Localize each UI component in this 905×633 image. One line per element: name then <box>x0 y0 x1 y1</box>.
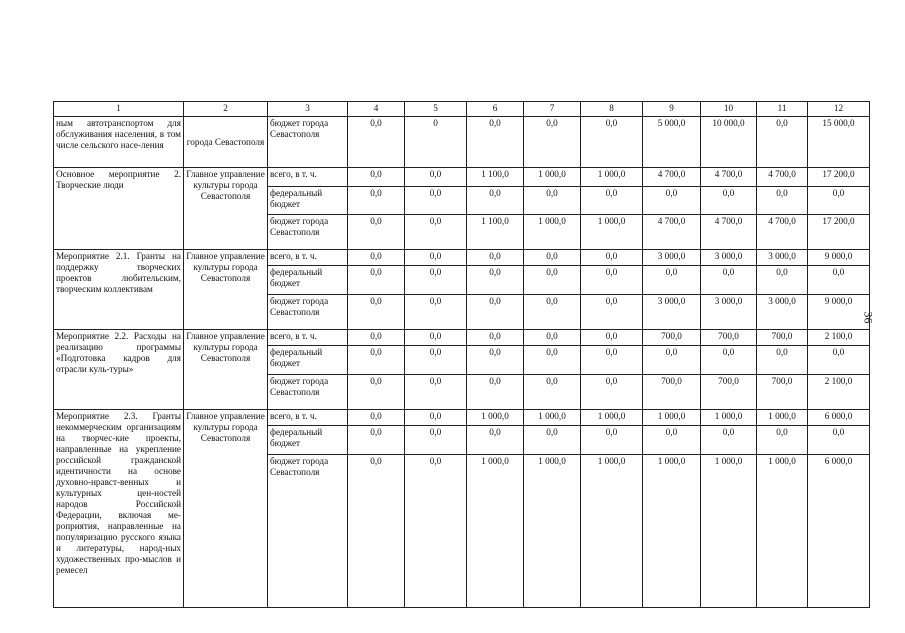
funding-source: федеральный бюджет <box>268 346 348 375</box>
value-cell: 0,0 <box>348 250 405 266</box>
executor: Главное управление культуры города Севастополя <box>184 410 268 608</box>
value-cell: 0,0 <box>467 117 524 168</box>
value-cell: 0,0 <box>467 346 524 375</box>
value-cell: 1 000,0 <box>467 455 524 608</box>
value-cell: 0,0 <box>467 375 524 410</box>
value-cell: 1 000,0 <box>524 455 581 608</box>
value-cell: 0,0 <box>701 187 757 215</box>
event-name: Мероприятие 2.1. Гранты на поддержку творческих проектов любительским, творческим коллективам <box>54 250 184 330</box>
value-cell: 0,0 <box>405 346 467 375</box>
value-cell: 2 100,0 <box>808 330 870 346</box>
value-cell: 1 100,0 <box>467 168 524 187</box>
value-cell: 700,0 <box>643 330 701 346</box>
value-cell: 0,0 <box>405 426 467 455</box>
value-cell: 0,0 <box>581 346 643 375</box>
column-header: 11 <box>757 102 808 117</box>
value-cell: 17 200,0 <box>808 168 870 187</box>
event-name: Основное мероприятие 2. Творческие люди <box>54 168 184 250</box>
value-cell: 10 000,0 <box>701 117 757 168</box>
value-cell: 4 700,0 <box>757 215 808 250</box>
value-cell: 0,0 <box>348 375 405 410</box>
column-header: 9 <box>643 102 701 117</box>
value-cell: 0,0 <box>581 187 643 215</box>
value-cell: 9 000,0 <box>808 250 870 266</box>
value-cell: 0,0 <box>643 426 701 455</box>
value-cell: 0,0 <box>467 187 524 215</box>
value-cell: 1 000,0 <box>701 410 757 426</box>
value-cell: 0 <box>405 117 467 168</box>
budget-table <box>53 101 870 608</box>
executor: Главное управление культуры города Севастополя <box>184 168 268 250</box>
value-cell: 0,0 <box>405 295 467 330</box>
value-cell: 0,0 <box>581 266 643 295</box>
funding-source: бюджет города Севастополя <box>268 455 348 608</box>
value-cell: 0,0 <box>348 410 405 426</box>
value-cell: 0,0 <box>348 117 405 168</box>
column-header: 6 <box>467 102 524 117</box>
value-cell: 1 000,0 <box>581 168 643 187</box>
value-cell: 1 000,0 <box>467 410 524 426</box>
value-cell: 0,0 <box>581 375 643 410</box>
value-cell: 0,0 <box>348 168 405 187</box>
value-cell: 0,0 <box>581 250 643 266</box>
value-cell: 15 000,0 <box>808 117 870 168</box>
table-row <box>54 250 870 266</box>
value-cell: 0,0 <box>808 426 870 455</box>
value-cell: 0,0 <box>581 426 643 455</box>
value-cell: 4 700,0 <box>643 215 701 250</box>
value-cell: 0,0 <box>581 295 643 330</box>
value-cell: 0,0 <box>467 266 524 295</box>
value-cell: 700,0 <box>701 375 757 410</box>
value-cell: 0,0 <box>701 346 757 375</box>
value-cell: 0,0 <box>808 187 870 215</box>
funding-source: бюджет города Севастополя <box>268 117 348 168</box>
value-cell: 6 000,0 <box>808 455 870 608</box>
funding-source: бюджет города Севастополя <box>268 295 348 330</box>
value-cell: 0,0 <box>405 455 467 608</box>
value-cell: 0,0 <box>405 330 467 346</box>
value-cell: 3 000,0 <box>643 250 701 266</box>
value-cell: 0,0 <box>581 117 643 168</box>
value-cell: 3 000,0 <box>701 295 757 330</box>
value-cell: 0,0 <box>643 187 701 215</box>
column-header: 12 <box>808 102 870 117</box>
value-cell: 0,0 <box>524 117 581 168</box>
value-cell: 1 000,0 <box>643 455 701 608</box>
funding-source: бюджет города Севастополя <box>268 375 348 410</box>
value-cell: 0,0 <box>524 375 581 410</box>
value-cell: 0,0 <box>524 426 581 455</box>
value-cell: 700,0 <box>701 330 757 346</box>
value-cell: 3 000,0 <box>757 295 808 330</box>
funding-source: федеральный бюджет <box>268 187 348 215</box>
executor: Главное управление культуры города Севастополя <box>184 330 268 410</box>
funding-source: всего, в т. ч. <box>268 250 348 266</box>
value-cell: 2 100,0 <box>808 375 870 410</box>
value-cell: 4 700,0 <box>701 168 757 187</box>
value-cell: 1 000,0 <box>701 455 757 608</box>
column-header: 8 <box>581 102 643 117</box>
value-cell: 4 700,0 <box>643 168 701 187</box>
table-row <box>54 168 870 187</box>
value-cell: 700,0 <box>757 330 808 346</box>
value-cell: 0,0 <box>348 187 405 215</box>
value-cell: 1 000,0 <box>524 410 581 426</box>
value-cell: 0,0 <box>348 346 405 375</box>
value-cell: 0,0 <box>757 266 808 295</box>
table-row <box>54 330 870 346</box>
value-cell: 1 000,0 <box>581 215 643 250</box>
value-cell: 3 000,0 <box>701 250 757 266</box>
column-header: 10 <box>701 102 757 117</box>
value-cell: 0,0 <box>348 426 405 455</box>
value-cell: 0,0 <box>405 168 467 187</box>
column-header: 5 <box>405 102 467 117</box>
event-name: Мероприятие 2.2. Расходы на реализацию программы «Подготовка кадров для отрасли куль-туры» <box>54 330 184 410</box>
value-cell: 0,0 <box>757 426 808 455</box>
value-cell: 0,0 <box>467 250 524 266</box>
column-header: 4 <box>348 102 405 117</box>
value-cell: 0,0 <box>524 266 581 295</box>
page-number: 36 <box>861 311 876 324</box>
value-cell: 0,0 <box>524 346 581 375</box>
value-cell: 17 200,0 <box>808 215 870 250</box>
funding-source: всего, в т. ч. <box>268 410 348 426</box>
table-row <box>54 410 870 426</box>
value-cell: 0,0 <box>348 330 405 346</box>
funding-source: федеральный бюджет <box>268 266 348 295</box>
value-cell: 1 000,0 <box>581 410 643 426</box>
header-row <box>54 102 870 117</box>
table-body <box>54 117 870 608</box>
value-cell: 0,0 <box>405 250 467 266</box>
value-cell: 0,0 <box>757 117 808 168</box>
value-cell: 0,0 <box>467 330 524 346</box>
value-cell: 0,0 <box>467 295 524 330</box>
value-cell: 0,0 <box>701 426 757 455</box>
value-cell: 0,0 <box>757 187 808 215</box>
value-cell: 0,0 <box>405 375 467 410</box>
value-cell: 1 000,0 <box>581 455 643 608</box>
value-cell: 0,0 <box>524 187 581 215</box>
value-cell: 700,0 <box>643 375 701 410</box>
column-header: 2 <box>184 102 268 117</box>
column-header: 3 <box>268 102 348 117</box>
value-cell: 0,0 <box>808 266 870 295</box>
value-cell: 1 000,0 <box>757 455 808 608</box>
value-cell: 0,0 <box>643 346 701 375</box>
value-cell: 0,0 <box>524 330 581 346</box>
funding-source: федеральный бюджет <box>268 426 348 455</box>
value-cell: 0,0 <box>524 250 581 266</box>
event-name: ным автотранспортом для обслуживания населения, в том числе сельского насе-ления <box>54 117 184 168</box>
value-cell: 0,0 <box>581 330 643 346</box>
column-header: 1 <box>54 102 184 117</box>
value-cell: 0,0 <box>757 346 808 375</box>
value-cell: 3 000,0 <box>757 250 808 266</box>
value-cell: 4 700,0 <box>757 168 808 187</box>
value-cell: 0,0 <box>348 215 405 250</box>
value-cell: 9 000,0 <box>808 295 870 330</box>
value-cell: 0,0 <box>405 266 467 295</box>
value-cell: 0,0 <box>467 426 524 455</box>
value-cell: 0,0 <box>643 266 701 295</box>
value-cell: 700,0 <box>757 375 808 410</box>
table-row <box>54 117 870 168</box>
funding-source: всего, в т. ч. <box>268 330 348 346</box>
event-name: Мероприятие 2.3. Гранты некоммерческим организациям на творчес-кие проекты, направленные на укрепление российской гражданской идентичности на основе духовно-нравст-венных и культурных цен-ностей народов Российской Федерации, включая ме-роприятия, направленные на популяризацию русского языка и литературы, народ-ных художественных про-мыслов и ремесел <box>54 410 184 608</box>
value-cell: 0,0 <box>348 266 405 295</box>
value-cell: 1 000,0 <box>524 215 581 250</box>
value-cell: 1 000,0 <box>757 410 808 426</box>
column-header: 7 <box>524 102 581 117</box>
value-cell: 4 700,0 <box>701 215 757 250</box>
executor: города Севастополя <box>184 117 268 168</box>
value-cell: 0,0 <box>701 266 757 295</box>
value-cell: 0,0 <box>348 295 405 330</box>
funding-source: бюджет города Севастополя <box>268 215 348 250</box>
executor: Главное управление культуры города Севастополя <box>184 250 268 330</box>
value-cell: 0,0 <box>405 410 467 426</box>
value-cell: 3 000,0 <box>643 295 701 330</box>
value-cell: 1 000,0 <box>643 410 701 426</box>
value-cell: 1 000,0 <box>524 168 581 187</box>
value-cell: 1 100,0 <box>467 215 524 250</box>
value-cell: 5 000,0 <box>643 117 701 168</box>
funding-source: всего, в т. ч. <box>268 168 348 187</box>
value-cell: 0,0 <box>405 187 467 215</box>
value-cell: 0,0 <box>524 295 581 330</box>
value-cell: 0,0 <box>405 215 467 250</box>
value-cell: 0,0 <box>808 346 870 375</box>
value-cell: 0,0 <box>348 455 405 608</box>
value-cell: 6 000,0 <box>808 410 870 426</box>
